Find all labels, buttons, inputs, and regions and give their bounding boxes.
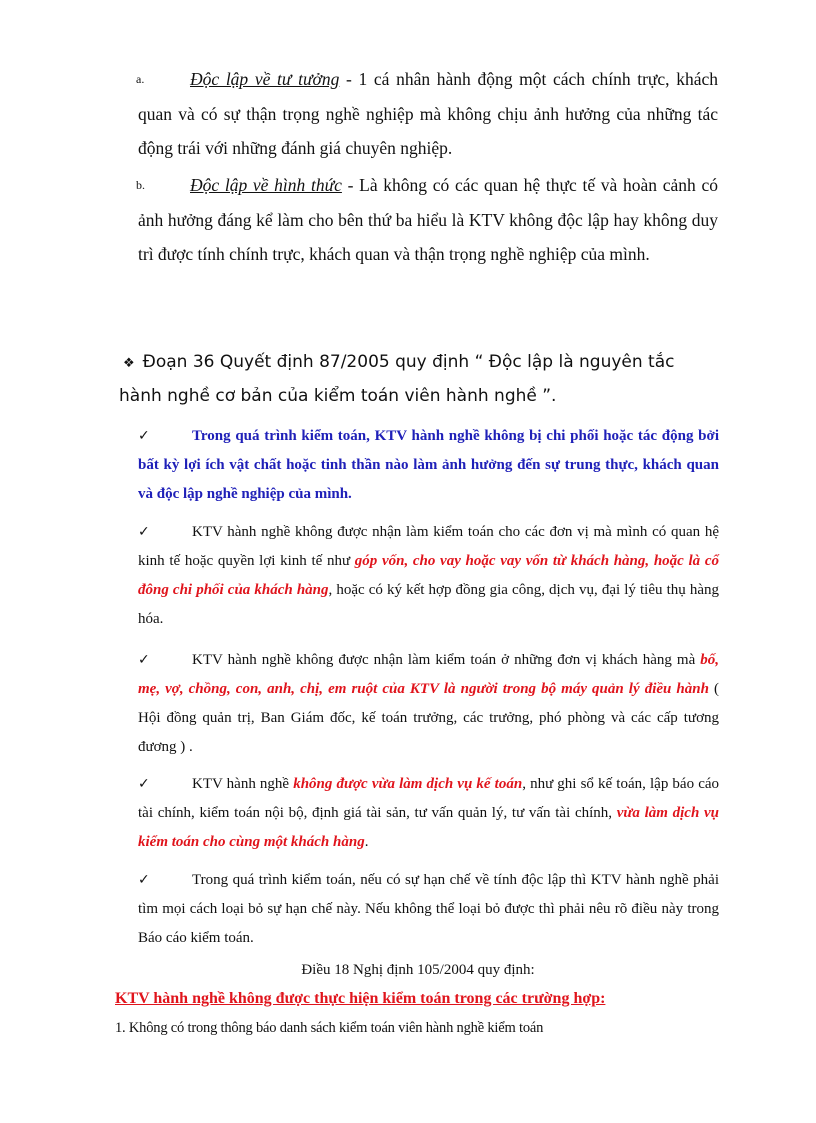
checkmark-icon: ✓	[138, 776, 150, 792]
check-2-highlight: góp vốn, cho vay hoặc vay vốn từ khách hàng, hoặc là cổ đông chi phối của khách hàng	[138, 553, 720, 598]
check-1-text: Trong quá trình kiểm toán, KTV hành nghề không bị chi phối hoặc tác động bởi bất kỳ lợi ích vật chất hoặc tinh thần nào làm ảnh hưởng đến sự trung thực, khách quan và độc lập nghề nghiệp của mình.	[138, 428, 719, 502]
check-4-highlight-2: vừa làm dịch vụ kiểm toán cho cùng một khách hàng	[138, 805, 719, 850]
check-item-5	[138, 866, 719, 953]
check-3-text-1: KTV hành nghề không được nhận làm kiểm toán ở những đơn vị khách hàng mà	[192, 652, 701, 668]
term-independence-mind: Độc lập về tư tưởng	[190, 69, 340, 89]
checkmark-icon: ✓	[138, 428, 150, 444]
diamond-bullet-icon: ❖	[123, 356, 135, 371]
list-marker-a: a.	[136, 72, 145, 86]
article-18-heading: KTV hành nghề không được thực hiện kiểm toán trong các trường hợp:	[115, 990, 606, 1007]
article-18-item-1: 1. Không có trong thông báo danh sách kiểm toán viên hành nghề kiểm toán	[115, 1020, 544, 1036]
check-5-text: Trong quá trình kiểm toán, nếu có sự hạn chế về tính độc lập thì KTV hành nghề phải tìm mọi cách loại bỏ sự hạn chế này. Nếu không thể loại bỏ được thì phải nêu rõ điều này trong Báo cáo kiểm toán.	[138, 872, 719, 946]
paragraph-b-text: - Là không có các quan hệ thực tế và hoàn cảnh có ảnh hưởng đáng kể làm cho bên thứ ba hiểu là KTV không độc lập hay không duy trì được tính chính trực, khách quan và thận trọng nghề nghiệp của mình.	[138, 175, 718, 264]
checkmark-icon: ✓	[138, 652, 150, 668]
paragraph-b	[138, 168, 718, 272]
check-2-text-1: KTV hành nghề không được nhận làm kiểm toán cho các đơn vị mà mình có quan hệ kinh tế hoặc quyền lợi kinh tế như	[138, 524, 719, 569]
check-item-2	[138, 518, 719, 634]
check-4-text-2: , như ghi sổ kế toán, lập báo cáo tài chính, kiểm toán nội bộ, định giá tài sản, tư vấn quản lý, tư vấn tài chính,	[138, 776, 720, 821]
check-item-1	[138, 422, 719, 509]
check-4-text-3: .	[364, 834, 369, 850]
checkmark-icon: ✓	[138, 524, 150, 540]
check-3-text-2: ( Hội đồng quản trị, Ban Giám đốc, kế toán trưởng, các trưởng, phó phòng và các cấp tương đương ) .	[138, 681, 720, 755]
list-marker-b: b.	[136, 178, 145, 192]
check-4-highlight-1: không được vừa làm dịch vụ kế toán	[293, 776, 523, 792]
section-36	[119, 346, 719, 413]
section-36-text: Đoạn 36 Quyết định 87/2005 quy định “ Độc lập là nguyên tắc hành nghề cơ bản của kiểm toán viên hành nghề ”.	[119, 352, 675, 406]
term-independence-appearance: Độc lập về hình thức	[190, 175, 342, 195]
check-item-3	[138, 646, 719, 762]
check-2-text-2: , hoặc có ký kết hợp đồng gia công, dịch vụ, đại lý tiêu thụ hàng hóa.	[138, 582, 719, 627]
checkmark-icon: ✓	[138, 872, 150, 888]
article-18-title: Điều 18 Nghị định 105/2004 quy định:	[301, 962, 535, 978]
paragraph-a	[138, 62, 718, 166]
check-3-highlight: bố, mẹ, vợ, chồng, con, anh, chị, em ruột của KTV là người trong bộ máy quản lý điều hành	[138, 652, 719, 697]
paragraph-a-text: - 1 cá nhân hành động một cách chính trực, khách quan và có sự thận trọng nghề nghiệp mà không chịu ảnh hưởng của những tác động trái với những đánh giá chuyên nghiệp.	[138, 69, 718, 158]
check-item-4	[138, 770, 719, 857]
check-4-text-1: KTV hành nghề	[192, 776, 294, 792]
